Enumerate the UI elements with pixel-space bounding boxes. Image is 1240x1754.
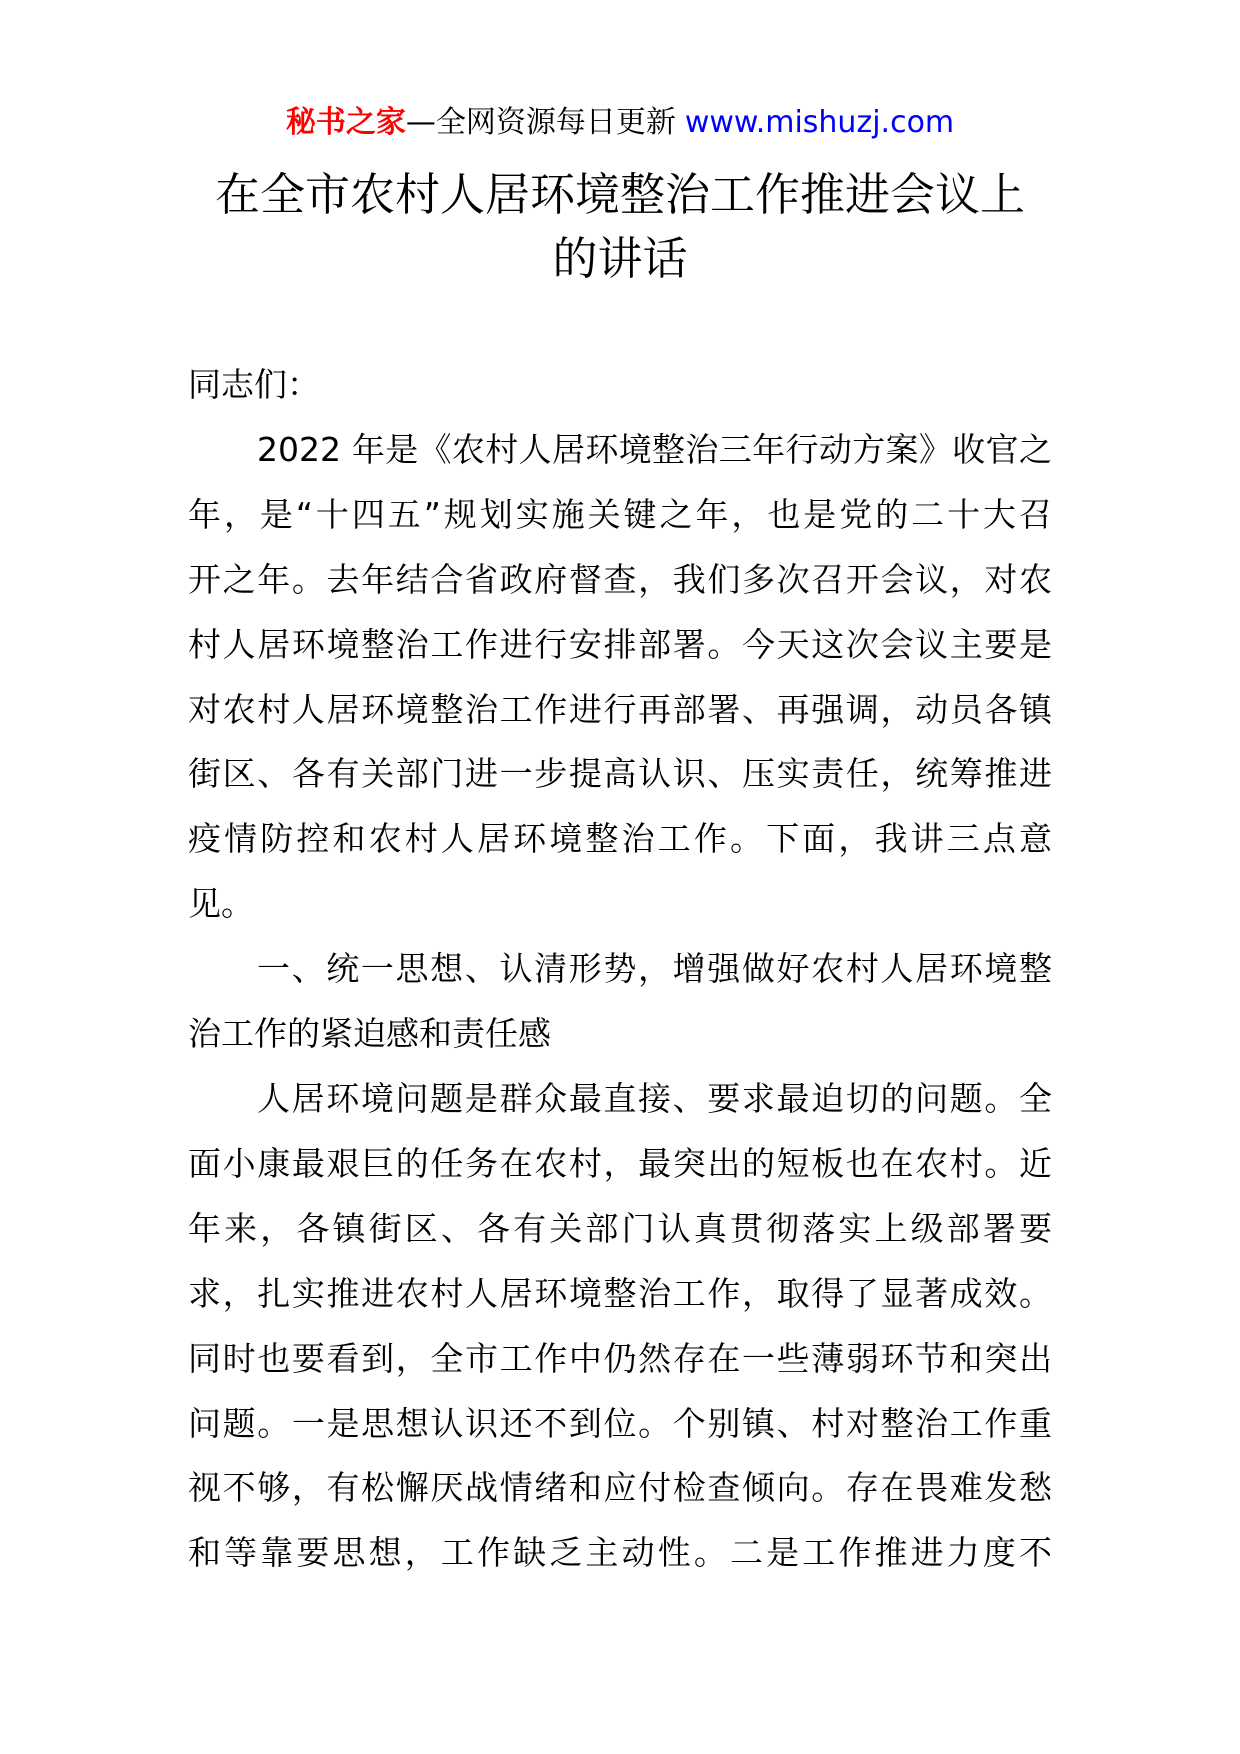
text-line: 街区、各有关部门进一步提高认识、压实责任，统筹推进: [188, 754, 1052, 794]
text-line: 年，是“十四五”规划实施关键之年，也是党的二十大召: [188, 494, 1052, 534]
text-line: 2022 年是《农村人居环境整治三年行动方案》收官之: [257, 429, 1052, 469]
site-url: www.mishuzj.com: [684, 105, 955, 140]
site-banner: [0, 103, 1240, 143]
title-line: 在全市农村人居环境整治工作推进会议上: [214, 168, 1025, 221]
text-line: 村人居环境整治工作进行安排部署。今天这次会议主要是: [188, 624, 1052, 664]
text-line: 疫情防控和农村人居环境整治工作。下面，我讲三点意: [188, 819, 1052, 859]
heading-line: 一、统一思想、认清形势，增强做好农村人居环境整: [257, 949, 1052, 989]
text-line: 面小康最艰巨的任务在农村，最突出的短板也在农村。近: [188, 1143, 1052, 1183]
text-line: 年来，各镇街区、各有关部门认真贯彻落实上级部署要: [188, 1208, 1052, 1248]
text-line: 求，扎实推进农村人居环境整治工作，取得了显著成效。: [188, 1273, 1052, 1313]
text-line: 问题。一是思想认识还不到位。个别镇、村对整治工作重: [188, 1403, 1052, 1443]
intro-paragraph: [188, 418, 1052, 937]
site-brand-name: 秘书之家: [285, 105, 406, 140]
section-heading: [188, 937, 1052, 1067]
salutation: 同志们：: [188, 365, 320, 404]
text-line: 同时也要看到，全市工作中仍然存在一些薄弱环节和突出: [188, 1338, 1052, 1378]
text-line: 人居环境问题是群众最直接、要求最迫切的问题。全: [257, 1078, 1052, 1118]
speech-title: [0, 163, 1240, 291]
heading-line: 治工作的紧迫感和责任感: [188, 1014, 551, 1054]
text-line: 视不够，有松懈厌战情绪和应付检查倾向。存在畏难发愁: [188, 1468, 1052, 1508]
title-line: 的讲话: [552, 232, 688, 285]
text-line: 和等靠要思想，工作缺乏主动性。二是工作推进力度不: [188, 1533, 1052, 1573]
text-line: 对农村人居环境整治工作进行再部署、再强调，动员各镇: [188, 689, 1052, 729]
text-line: 开之年。去年结合省政府督查，我们多次召开会议，对农: [188, 559, 1052, 599]
site-tagline: —全网资源每日更新: [405, 105, 676, 140]
section-paragraph: [188, 1067, 1052, 1586]
speech-body: [188, 353, 1052, 1586]
text-line: 见。: [188, 884, 254, 924]
